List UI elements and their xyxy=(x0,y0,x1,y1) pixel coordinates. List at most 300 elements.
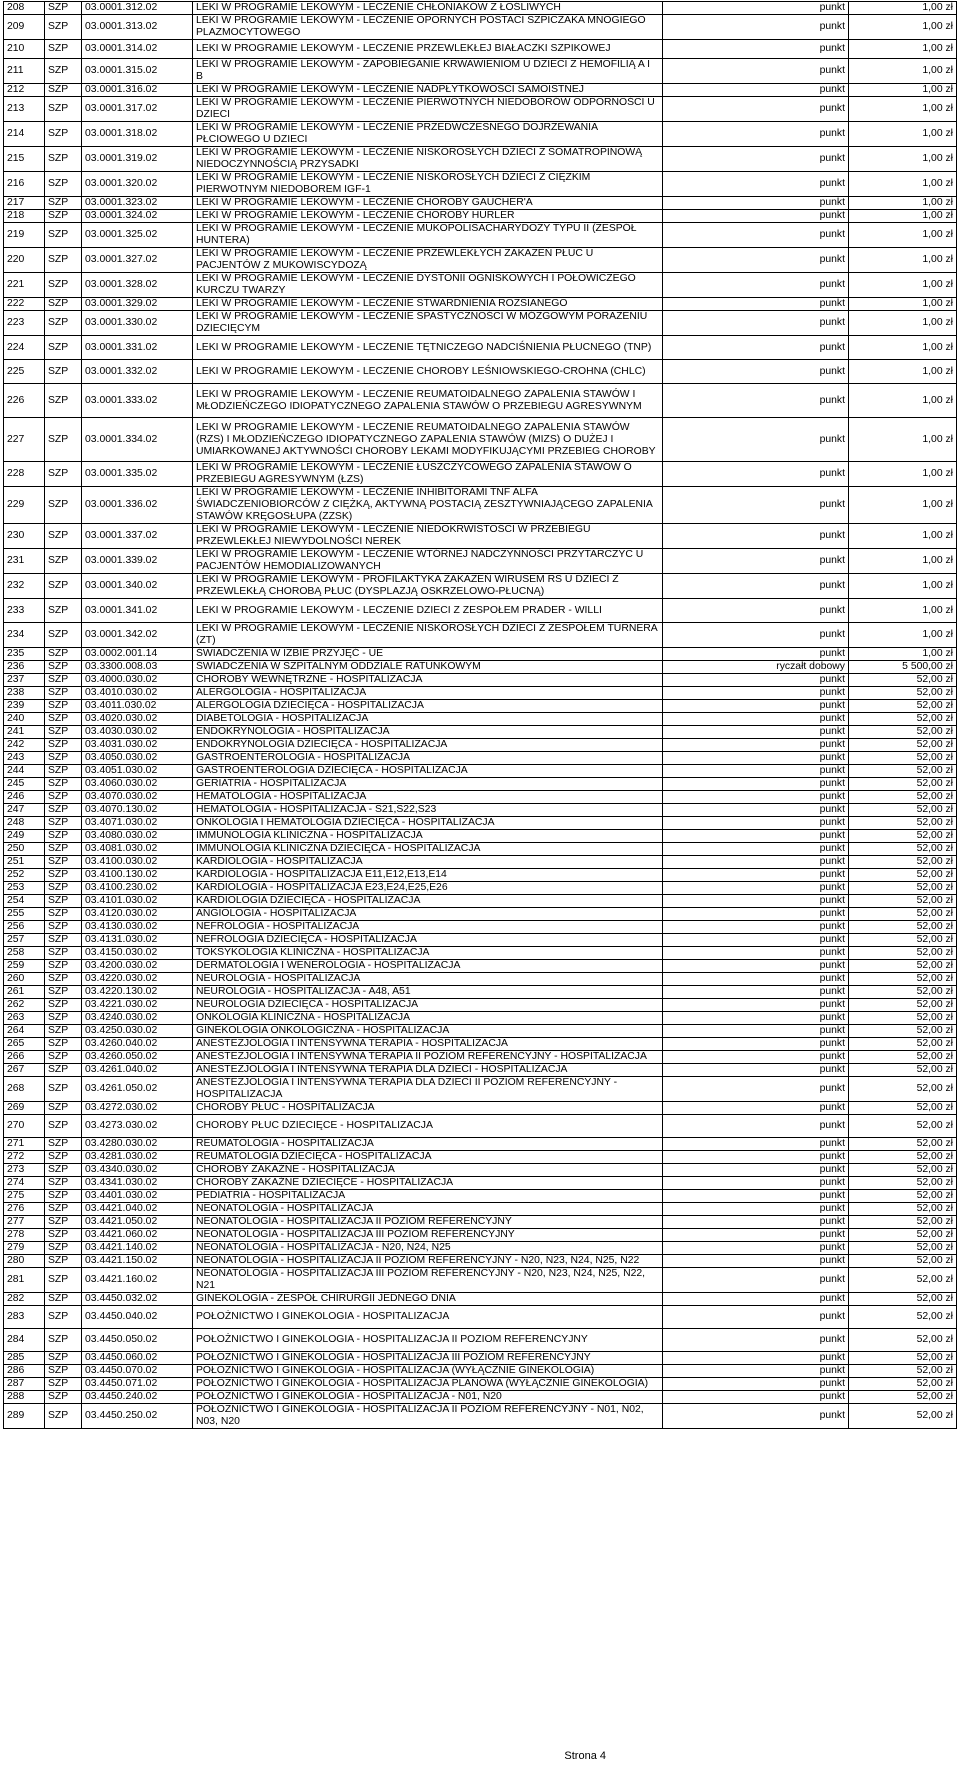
row-number: 248 xyxy=(4,817,45,830)
row-type: SZP xyxy=(45,778,82,791)
row-unit: punkt xyxy=(663,895,849,908)
row-number: 255 xyxy=(4,908,45,921)
row-number: 222 xyxy=(4,298,45,311)
row-name: ANESTEZJOLOGIA I INTENSYWNA TERAPIA - HOSPITALIZACJA xyxy=(193,1038,663,1051)
row-name: CHOROBY ZAKAŹNE DZIECIĘCE - HOSPITALIZACJA xyxy=(193,1177,663,1190)
row-code: 03.0001.317.02 xyxy=(82,97,193,122)
row-code: 03.4421.040.02 xyxy=(82,1203,193,1216)
row-unit: punkt xyxy=(663,1164,849,1177)
row-code: 03.4080.030.02 xyxy=(82,830,193,843)
row-code: 03.4421.060.02 xyxy=(82,1229,193,1242)
row-code: 03.4240.030.02 xyxy=(82,1012,193,1025)
row-code: 03.0001.333.02 xyxy=(82,384,193,418)
row-type: SZP xyxy=(45,549,82,574)
row-unit: punkt xyxy=(663,739,849,752)
row-name: ANESTEZJOLOGIA I INTENSYWNA TERAPIA II POZIOM REFERENCYJNY - HOSPITALIZACJA xyxy=(193,1051,663,1064)
row-number: 266 xyxy=(4,1051,45,1064)
row-unit: punkt xyxy=(663,817,849,830)
row-price: 52,00 zł xyxy=(849,1177,957,1190)
table-row xyxy=(4,817,957,830)
row-code: 03.4220.130.02 xyxy=(82,986,193,999)
row-type: SZP xyxy=(45,908,82,921)
row-name: GERIATRIA - HOSPITALIZACJA xyxy=(193,778,663,791)
row-type: SZP xyxy=(45,298,82,311)
row-name: NEFROLOGIA - HOSPITALIZACJA xyxy=(193,921,663,934)
row-unit: punkt xyxy=(663,84,849,97)
row-number: 214 xyxy=(4,122,45,147)
row-type: SZP xyxy=(45,843,82,856)
row-type: SZP xyxy=(45,84,82,97)
row-name: NEONATOLOGIA - HOSPITALIZACJA xyxy=(193,1203,663,1216)
row-code: 03.4060.030.02 xyxy=(82,778,193,791)
row-name: LEKI W PROGRAMIE LEKOWYM - LECZENIE PRZEWLEKŁEJ BIAŁACZKI SZPIKOWEJ xyxy=(193,40,663,59)
row-number: 271 xyxy=(4,1138,45,1151)
table-row xyxy=(4,1378,957,1391)
row-unit: punkt xyxy=(663,869,849,882)
row-type: SZP xyxy=(45,147,82,172)
row-name: NEONATOLOGIA - HOSPITALIZACJA II POZIOM REFERENCYJNY xyxy=(193,1216,663,1229)
row-code: 03.4010.030.02 xyxy=(82,687,193,700)
table-row xyxy=(4,804,957,817)
row-number: 287 xyxy=(4,1378,45,1391)
row-unit: punkt xyxy=(663,1077,849,1102)
row-type: SZP xyxy=(45,1051,82,1064)
row-price: 52,00 zł xyxy=(849,1064,957,1077)
row-unit: punkt xyxy=(663,830,849,843)
row-code: 03.0001.327.02 xyxy=(82,248,193,273)
row-number: 223 xyxy=(4,311,45,336)
row-number: 226 xyxy=(4,384,45,418)
row-price: 1,00 zł xyxy=(849,273,957,298)
table-row xyxy=(4,648,957,661)
table-row xyxy=(4,986,957,999)
row-price: 1,00 zł xyxy=(849,648,957,661)
row-code: 03.0001.334.02 xyxy=(82,418,193,462)
table-row xyxy=(4,210,957,223)
table-row xyxy=(4,1329,957,1352)
row-number: 215 xyxy=(4,147,45,172)
row-type: SZP xyxy=(45,1115,82,1138)
table-row xyxy=(4,1268,957,1293)
row-price: 1,00 zł xyxy=(849,147,957,172)
row-unit: punkt xyxy=(663,1255,849,1268)
row-unit: punkt xyxy=(663,947,849,960)
row-number: 278 xyxy=(4,1229,45,1242)
row-name: CHOROBY WEWNĘTRZNE - HOSPITALIZACJA xyxy=(193,674,663,687)
row-unit: punkt xyxy=(663,765,849,778)
row-type: SZP xyxy=(45,462,82,487)
row-number: 216 xyxy=(4,172,45,197)
row-type: SZP xyxy=(45,15,82,40)
row-number: 219 xyxy=(4,223,45,248)
row-unit: punkt xyxy=(663,298,849,311)
row-unit: punkt xyxy=(663,856,849,869)
row-price: 1,00 zł xyxy=(849,487,957,524)
row-price: 52,00 zł xyxy=(849,1293,957,1306)
row-number: 261 xyxy=(4,986,45,999)
row-price: 52,00 zł xyxy=(849,1102,957,1115)
row-type: SZP xyxy=(45,1102,82,1115)
table-row xyxy=(4,15,957,40)
row-name: LEKI W PROGRAMIE LEKOWYM - LECZENIE NISKOROSŁYCH DZIECI Z ZESPOŁEM TURNERA (ZT) xyxy=(193,623,663,648)
row-number: 251 xyxy=(4,856,45,869)
row-name: ŚWIADCZENIA W IZBIE PRZYJĘĆ - UE xyxy=(193,648,663,661)
table-row xyxy=(4,687,957,700)
row-type: SZP xyxy=(45,921,82,934)
row-unit: punkt xyxy=(663,1138,849,1151)
row-price: 1,00 zł xyxy=(849,210,957,223)
table-row xyxy=(4,1038,957,1051)
row-code: 03.4000.030.02 xyxy=(82,674,193,687)
row-type: SZP xyxy=(45,223,82,248)
row-number: 232 xyxy=(4,574,45,599)
row-code: 03.0001.341.02 xyxy=(82,599,193,623)
row-number: 229 xyxy=(4,487,45,524)
row-type: SZP xyxy=(45,947,82,960)
row-name: CHOROBY PŁUC - HOSPITALIZACJA xyxy=(193,1102,663,1115)
row-unit: punkt xyxy=(663,999,849,1012)
table-row xyxy=(4,487,957,524)
row-name: ŚWIADCZENIA W SZPITALNYM ODDZIALE RATUNKOWYM xyxy=(193,661,663,674)
row-price: 52,00 zł xyxy=(849,817,957,830)
row-unit: punkt xyxy=(663,713,849,726)
table-row xyxy=(4,1306,957,1329)
row-code: 03.0001.339.02 xyxy=(82,549,193,574)
table-row xyxy=(4,726,957,739)
row-type: SZP xyxy=(45,648,82,661)
row-type: SZP xyxy=(45,59,82,84)
table-row xyxy=(4,1404,957,1429)
row-type: SZP xyxy=(45,273,82,298)
row-code: 03.4130.030.02 xyxy=(82,921,193,934)
row-code: 03.0002.001.14 xyxy=(82,648,193,661)
row-code: 03.4281.030.02 xyxy=(82,1151,193,1164)
row-name: POŁOŻNICTWO I GINEKOLOGIA - HOSPITALIZACJA - N01, N20 xyxy=(193,1391,663,1404)
row-type: SZP xyxy=(45,574,82,599)
row-number: 272 xyxy=(4,1151,45,1164)
row-price: 52,00 zł xyxy=(849,830,957,843)
row-code: 03.4030.030.02 xyxy=(82,726,193,739)
row-unit: punkt xyxy=(663,599,849,623)
row-type: SZP xyxy=(45,869,82,882)
row-name: LEKI W PROGRAMIE LEKOWYM - LECZENIE STWARDNIENIA ROZSIANEGO xyxy=(193,298,663,311)
row-code: 03.0001.316.02 xyxy=(82,84,193,97)
row-price: 52,00 zł xyxy=(849,791,957,804)
row-name: NEUROLOGIA - HOSPITALIZACJA xyxy=(193,973,663,986)
table-row xyxy=(4,524,957,549)
table-row xyxy=(4,1190,957,1203)
row-type: SZP xyxy=(45,1378,82,1391)
row-type: SZP xyxy=(45,1306,82,1329)
row-name: LEKI W PROGRAMIE LEKOWYM - LECZENIE DYSTONII OGNISKOWYCH I POŁOWICZEGO KURCZU TWARZY xyxy=(193,273,663,298)
row-name: LEKI W PROGRAMIE LEKOWYM - LECZENIE MUKOPOLISACHARYDOZY TYPU II (ZESPÓŁ HUNTERA) xyxy=(193,223,663,248)
row-unit: punkt xyxy=(663,1216,849,1229)
row-type: SZP xyxy=(45,172,82,197)
row-unit: punkt xyxy=(663,1115,849,1138)
row-type: SZP xyxy=(45,726,82,739)
table-row xyxy=(4,1151,957,1164)
row-number: 279 xyxy=(4,1242,45,1255)
table-row xyxy=(4,1293,957,1306)
row-price: 1,00 zł xyxy=(849,223,957,248)
row-name: ANESTEZJOLOGIA I INTENSYWNA TERAPIA DLA DZIECI II POZIOM REFERENCYJNY - HOSPITALIZACJA xyxy=(193,1077,663,1102)
row-type: SZP xyxy=(45,1293,82,1306)
row-code: 03.4051.030.02 xyxy=(82,765,193,778)
row-price: 52,00 zł xyxy=(849,947,957,960)
row-unit: punkt xyxy=(663,804,849,817)
row-price: 52,00 zł xyxy=(849,687,957,700)
row-price: 1,00 zł xyxy=(849,97,957,122)
table-row xyxy=(4,1164,957,1177)
row-unit: punkt xyxy=(663,726,849,739)
row-number: 263 xyxy=(4,1012,45,1025)
row-type: SZP xyxy=(45,765,82,778)
table-row xyxy=(4,869,957,882)
row-price: 52,00 zł xyxy=(849,1391,957,1404)
row-type: SZP xyxy=(45,1242,82,1255)
row-name: LEKI W PROGRAMIE LEKOWYM - LECZENIE INHIBITORAMI TNF ALFA ŚWIADCZENIOBIORCÓW Z CIĘŻKĄ, AKTYWNĄ POSTACIĄ ZESZTYWNIAJĄCEGO ZAPALENIA STAWÓW KRĘGOSŁUPA (ZZSK) xyxy=(193,487,663,524)
row-price: 52,00 zł xyxy=(849,843,957,856)
row-price: 5 500,00 zł xyxy=(849,661,957,674)
row-number: 233 xyxy=(4,599,45,623)
row-name: GINEKOLOGIA - ZESPÓŁ CHIRURGII JEDNEGO DNIA xyxy=(193,1293,663,1306)
row-price: 52,00 zł xyxy=(849,1164,957,1177)
row-code: 03.0001.342.02 xyxy=(82,623,193,648)
row-name: REUMATOLOGIA DZIECIĘCA - HOSPITALIZACJA xyxy=(193,1151,663,1164)
row-type: SZP xyxy=(45,1177,82,1190)
row-name: TOKSYKOLOGIA KLINICZNA - HOSPITALIZACJA xyxy=(193,947,663,960)
row-type: SZP xyxy=(45,1216,82,1229)
row-type: SZP xyxy=(45,960,82,973)
table-row xyxy=(4,574,957,599)
row-code: 03.4421.150.02 xyxy=(82,1255,193,1268)
row-number: 242 xyxy=(4,739,45,752)
row-price: 52,00 zł xyxy=(849,999,957,1012)
table-row xyxy=(4,1012,957,1025)
row-code: 03.4421.140.02 xyxy=(82,1242,193,1255)
row-number: 258 xyxy=(4,947,45,960)
row-name: IMMUNOLOGIA KLINICZNA - HOSPITALIZACJA xyxy=(193,830,663,843)
row-code: 03.4070.130.02 xyxy=(82,804,193,817)
row-code: 03.0001.324.02 xyxy=(82,210,193,223)
row-price: 52,00 zł xyxy=(849,1255,957,1268)
row-number: 208 xyxy=(4,2,45,15)
row-name: NEONATOLOGIA - HOSPITALIZACJA III POZIOM REFERENCYJNY xyxy=(193,1229,663,1242)
row-unit: punkt xyxy=(663,1177,849,1190)
row-type: SZP xyxy=(45,791,82,804)
row-unit: punkt xyxy=(663,487,849,524)
row-code: 03.4340.030.02 xyxy=(82,1164,193,1177)
row-type: SZP xyxy=(45,1365,82,1378)
row-unit: punkt xyxy=(663,1051,849,1064)
row-code: 03.4250.030.02 xyxy=(82,1025,193,1038)
row-name: NEONATOLOGIA - HOSPITALIZACJA III POZIOM REFERENCYJNY - N20, N23, N24, N25, N22, N21 xyxy=(193,1268,663,1293)
row-code: 03.4421.160.02 xyxy=(82,1268,193,1293)
table-row xyxy=(4,661,957,674)
row-name: GASTROENTEROLOGIA DZIECIĘCA - HOSPITALIZACJA xyxy=(193,765,663,778)
row-price: 52,00 zł xyxy=(849,804,957,817)
row-name: POŁOŻNICTWO I GINEKOLOGIA - HOSPITALIZACJA xyxy=(193,1306,663,1329)
row-type: SZP xyxy=(45,1391,82,1404)
row-number: 210 xyxy=(4,40,45,59)
row-unit: punkt xyxy=(663,223,849,248)
row-unit: punkt xyxy=(663,791,849,804)
table-row xyxy=(4,1077,957,1102)
row-name: ONKOLOGIA KLINICZNA - HOSPITALIZACJA xyxy=(193,1012,663,1025)
row-type: SZP xyxy=(45,1064,82,1077)
row-price: 52,00 zł xyxy=(849,739,957,752)
table-row xyxy=(4,1229,957,1242)
row-number: 238 xyxy=(4,687,45,700)
row-name: CHOROBY PŁUC DZIECIĘCE - HOSPITALIZACJA xyxy=(193,1115,663,1138)
row-name: POŁOŻNICTWO I GINEKOLOGIA - HOSPITALIZACJA II POZIOM REFERENCYJNY - N01, N02, N03, N20 xyxy=(193,1404,663,1429)
row-price: 52,00 zł xyxy=(849,752,957,765)
table-row xyxy=(4,59,957,84)
row-type: SZP xyxy=(45,524,82,549)
row-unit: punkt xyxy=(663,752,849,765)
row-type: SZP xyxy=(45,830,82,843)
row-price: 1,00 zł xyxy=(849,360,957,384)
row-code: 03.4450.040.02 xyxy=(82,1306,193,1329)
table-row xyxy=(4,1102,957,1115)
row-unit: punkt xyxy=(663,360,849,384)
row-type: SZP xyxy=(45,687,82,700)
table-row xyxy=(4,882,957,895)
row-code: 03.4031.030.02 xyxy=(82,739,193,752)
row-number: 245 xyxy=(4,778,45,791)
row-unit: punkt xyxy=(663,1378,849,1391)
row-type: SZP xyxy=(45,674,82,687)
row-price: 1,00 zł xyxy=(849,311,957,336)
row-number: 224 xyxy=(4,336,45,360)
row-number: 259 xyxy=(4,960,45,973)
row-code: 03.4011.030.02 xyxy=(82,700,193,713)
row-type: SZP xyxy=(45,197,82,210)
row-unit: punkt xyxy=(663,524,849,549)
row-price: 52,00 zł xyxy=(849,765,957,778)
row-name: NEFROLOGIA DZIECIĘCA - HOSPITALIZACJA xyxy=(193,934,663,947)
table-row xyxy=(4,248,957,273)
row-code: 03.4261.050.02 xyxy=(82,1077,193,1102)
row-number: 253 xyxy=(4,882,45,895)
row-type: SZP xyxy=(45,623,82,648)
row-type: SZP xyxy=(45,1255,82,1268)
table-row xyxy=(4,1352,957,1365)
row-number: 230 xyxy=(4,524,45,549)
row-type: SZP xyxy=(45,973,82,986)
row-number: 244 xyxy=(4,765,45,778)
table-row xyxy=(4,311,957,336)
row-type: SZP xyxy=(45,1025,82,1038)
row-number: 250 xyxy=(4,843,45,856)
row-price: 1,00 zł xyxy=(849,197,957,210)
row-price: 1,00 zł xyxy=(849,524,957,549)
row-type: SZP xyxy=(45,1077,82,1102)
row-number: 217 xyxy=(4,197,45,210)
row-type: SZP xyxy=(45,1038,82,1051)
row-code: 03.4421.050.02 xyxy=(82,1216,193,1229)
row-unit: punkt xyxy=(663,462,849,487)
row-unit: punkt xyxy=(663,273,849,298)
row-price: 52,00 zł xyxy=(849,895,957,908)
row-name: POŁOŻNICTWO I GINEKOLOGIA - HOSPITALIZACJA III POZIOM REFERENCYJNY xyxy=(193,1352,663,1365)
row-type: SZP xyxy=(45,1404,82,1429)
row-unit: punkt xyxy=(663,97,849,122)
row-type: SZP xyxy=(45,661,82,674)
row-code: 03.4260.050.02 xyxy=(82,1051,193,1064)
row-code: 03.0001.318.02 xyxy=(82,122,193,147)
row-price: 1,00 zł xyxy=(849,549,957,574)
row-name: GASTROENTEROLOGIA - HOSPITALIZACJA xyxy=(193,752,663,765)
row-type: SZP xyxy=(45,1329,82,1352)
row-name: NEUROLOGIA - HOSPITALIZACJA - A48, A51 xyxy=(193,986,663,999)
row-unit: punkt xyxy=(663,1391,849,1404)
row-unit: punkt xyxy=(663,1293,849,1306)
row-price: 52,00 zł xyxy=(849,778,957,791)
row-name: LEKI W PROGRAMIE LEKOWYM - LECZENIE NISKOROSŁYCH DZIECI Z SOMATROPINOWĄ NIEDOCZYNNOŚCIĄ PRZYSADKI xyxy=(193,147,663,172)
table-row xyxy=(4,2,957,15)
row-type: SZP xyxy=(45,1229,82,1242)
row-code: 03.0001.340.02 xyxy=(82,574,193,599)
row-name: LEKI W PROGRAMIE LEKOWYM - ZAPOBIEGANIE KRWAWIENIOM U DZIECI Z HEMOFILIĄ A I B xyxy=(193,59,663,84)
row-unit: punkt xyxy=(663,986,849,999)
row-unit: punkt xyxy=(663,418,849,462)
row-number: 274 xyxy=(4,1177,45,1190)
row-unit: punkt xyxy=(663,1365,849,1378)
row-type: SZP xyxy=(45,856,82,869)
row-code: 03.4341.030.02 xyxy=(82,1177,193,1190)
page-footer xyxy=(0,1750,960,1762)
row-number: 228 xyxy=(4,462,45,487)
row-name: LEKI W PROGRAMIE LEKOWYM - LECZENIE CHOROBY LEŚNIOWSKIEGO-CROHNA (CHLC) xyxy=(193,360,663,384)
row-code: 03.4050.030.02 xyxy=(82,752,193,765)
row-unit: punkt xyxy=(663,1242,849,1255)
row-unit: punkt xyxy=(663,623,849,648)
row-name: LEKI W PROGRAMIE LEKOWYM - LECZENIE SPASTYCZNOŚCI W MÓZGOWYM PORAŻENIU DZIECIĘCYM xyxy=(193,311,663,336)
row-type: SZP xyxy=(45,1164,82,1177)
row-type: SZP xyxy=(45,752,82,765)
row-number: 212 xyxy=(4,84,45,97)
row-name: LEKI W PROGRAMIE LEKOWYM - LECZENIE TĘTNICZEGO NADCIŚNIENIA PŁUCNEGO (TNP) xyxy=(193,336,663,360)
row-code: 03.4131.030.02 xyxy=(82,934,193,947)
row-name: ONKOLOGIA I HEMATOLOGIA DZIECIĘCA - HOSPITALIZACJA xyxy=(193,817,663,830)
row-type: SZP xyxy=(45,882,82,895)
row-number: 264 xyxy=(4,1025,45,1038)
row-unit: punkt xyxy=(663,549,849,574)
table-row xyxy=(4,84,957,97)
row-unit: punkt xyxy=(663,1012,849,1025)
row-number: 257 xyxy=(4,934,45,947)
row-name: NEONATOLOGIA - HOSPITALIZACJA II POZIOM REFERENCYJNY - N20, N23, N24, N25, N22 xyxy=(193,1255,663,1268)
row-unit: punkt xyxy=(663,843,849,856)
row-unit: punkt xyxy=(663,908,849,921)
row-name: NEUROLOGIA DZIECIĘCA - HOSPITALIZACJA xyxy=(193,999,663,1012)
row-number: 209 xyxy=(4,15,45,40)
row-unit: punkt xyxy=(663,147,849,172)
row-unit: punkt xyxy=(663,687,849,700)
row-name: LEKI W PROGRAMIE LEKOWYM - LECZENIE REUMATOIDALNEGO ZAPALENIA STAWÓW I MŁODZIEŃCZEGO IDIOPATYCZNEGO ZAPALENIA STAWÓW O PRZEBIEGU AGRESYWNYM xyxy=(193,384,663,418)
row-number: 260 xyxy=(4,973,45,986)
row-unit: punkt xyxy=(663,1064,849,1077)
row-type: SZP xyxy=(45,1352,82,1365)
row-price: 52,00 zł xyxy=(849,1268,957,1293)
row-unit: punkt xyxy=(663,674,849,687)
row-price: 52,00 zł xyxy=(849,1216,957,1229)
row-unit: punkt xyxy=(663,336,849,360)
row-type: SZP xyxy=(45,599,82,623)
row-number: 221 xyxy=(4,273,45,298)
row-price: 1,00 zł xyxy=(849,84,957,97)
